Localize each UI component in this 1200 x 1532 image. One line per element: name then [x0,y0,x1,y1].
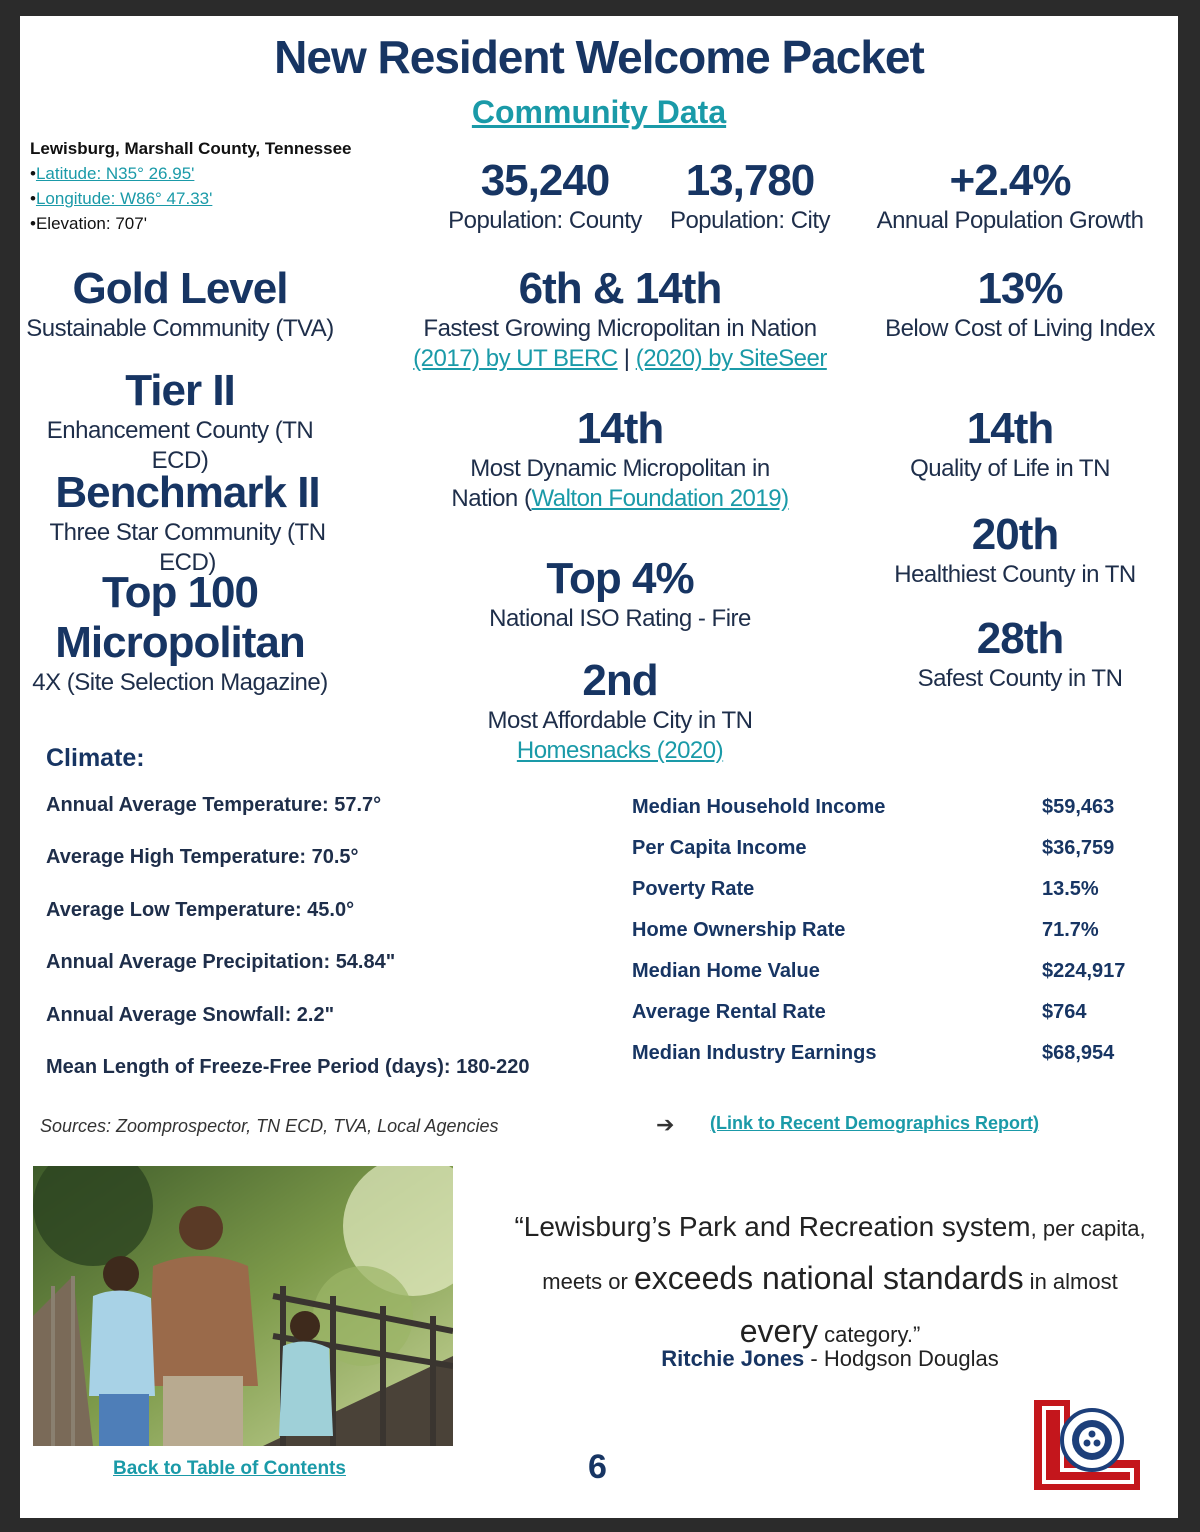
quote-part: exceeds national standards [633,1260,1024,1296]
stat-value: 35,240 [480,156,610,205]
stat-label: Sustainable Community (TVA) [26,315,334,342]
row-label: Home Ownership Rate [632,919,846,941]
stat-value: 13,780 [685,156,815,205]
table-row [632,878,1152,919]
row-value: $224,917 [1042,960,1126,982]
quote-author: Ritchie Jones [661,1346,805,1371]
stat-label: Fastest Growing Micropolitan in Nation [423,315,817,342]
section-subtitle-link[interactable]: Community Data [471,94,727,130]
sources-note: Sources: Zoomprospector, TN ECD, TVA, Local Agencies [40,1116,499,1136]
row-label: Median Home Value [632,960,820,982]
table-row [632,960,1152,1001]
photo-illustration [33,1166,453,1446]
stat-label: Population: County [448,207,642,234]
stat-population-county [440,156,650,236]
row-label: Median Household Income [632,796,886,818]
stat-fastest-growing [400,264,840,374]
homesnacks-link[interactable]: Homesnacks (2020) [516,737,724,764]
row-value: $59,463 [1042,796,1115,818]
stat-value: 2nd [582,656,658,705]
stat-quality-of-life [880,404,1140,484]
arrow-right-icon: ➔ [656,1112,675,1137]
quote-org: - Hodgson Douglas [804,1346,999,1371]
testimonial-quote [490,1204,1170,1361]
stat-value: 14th [966,404,1054,453]
stat-label: 4X (Site Selection Magazine) [32,669,328,696]
table-row [632,919,1152,960]
quote-part: Park and Recreation system [671,1211,1031,1242]
separator: | [617,345,636,372]
stat-label: Healthiest County in TN [894,561,1136,588]
stat-value: Tier II [125,366,235,415]
stat-label-line2 [400,484,840,514]
stat-label: Safest County in TN [917,665,1123,692]
stat-population-growth [870,156,1150,236]
stat-value: Gold Level [72,264,288,313]
page-number: 6 [588,1448,607,1486]
ut-berc-link[interactable]: (2017) by UT BERC [413,345,618,372]
row-value: $68,954 [1042,1042,1115,1064]
demographics-report-link[interactable]: (Link to Recent Demographics Report) [710,1113,1040,1133]
row-value: $764 [1042,1001,1087,1023]
stat-source [400,736,840,766]
stat-safest-county [880,614,1160,694]
row-label: Average Rental Rate [632,1001,826,1023]
stat-healthiest-county [880,510,1150,590]
stat-value: 14th [576,404,664,453]
row-label: Per Capita Income [632,837,807,859]
stat-label: Most Affordable City in TN [487,707,753,734]
row-label: Poverty Rate [632,878,755,900]
stat-sources [400,344,840,374]
stat-label: National ISO Rating - Fire [489,605,751,632]
table-row [632,1042,1152,1083]
climate-item: Annual Average Precipitation: 54.84" [46,951,396,974]
quote-part: every [739,1313,818,1349]
stat-benchmark [20,468,355,578]
page-title: New Resident Welcome Packet [274,31,924,83]
latitude-link[interactable]: Latitude: N35° 26.95' [35,164,195,183]
stat-iso-rating [400,554,840,634]
stat-value: 20th [971,510,1059,559]
climate-item: Annual Average Temperature: 57.7° [46,794,382,816]
table-row [632,837,1152,878]
stat-label: Three Star Community (TN ECD) [49,519,326,576]
stat-label-part: Nation ( [451,485,532,512]
elevation: Elevation: 707' [35,214,147,233]
quote-part: “Lewisburg’s [514,1211,672,1242]
stat-most-dynamic [400,404,840,514]
stat-cost-of-living [880,264,1160,344]
family-park-photo [33,1166,453,1446]
stat-label: Population: City [669,207,831,234]
stat-label: Enhancement County (TN ECD) [46,417,314,474]
table-row [632,796,1152,837]
row-value: 13.5% [1042,878,1099,900]
latitude-line: •Latitude: N35° 26.95' [30,164,195,183]
climate-list [46,794,529,1108]
lewisburg-logo-icon [1030,1398,1144,1492]
stat-value: 6th & 14th [518,264,722,313]
stat-label: Quality of Life in TN [910,455,1110,482]
location-place: Lewisburg, Marshall County, Tennessee [30,139,352,158]
stat-top-100 [20,568,340,698]
stat-tier [20,366,340,476]
siteseer-link[interactable]: (2020) by SiteSeer [635,345,827,372]
stat-value: Top 100 [101,568,258,617]
climate-item: Average Low Temperature: 45.0° [46,898,355,921]
row-value: 71.7% [1042,919,1099,941]
logo-graphic [1030,1398,1144,1492]
stat-value: 13% [977,264,1063,313]
longitude-line: •Longitude: W86° 47.33' [30,189,213,208]
quote-attribution [490,1346,1170,1372]
stat-value: Benchmark II [55,468,320,517]
stat-value: +2.4% [949,156,1071,205]
stat-most-affordable [400,656,840,766]
row-label: Median Industry Earnings [632,1042,877,1064]
stat-value-line2: Micropolitan [55,618,305,667]
quote-part: , per capita, [1030,1216,1146,1241]
walton-foundation-link[interactable]: Walton Foundation 2019) [531,485,789,512]
economic-table [632,796,1152,1083]
quote-part: category.” [817,1322,921,1347]
elevation-line: •Elevation: 707' [30,214,147,233]
row-value: $36,759 [1042,837,1115,859]
stat-label: Annual Population Growth [876,207,1144,234]
climate-item: Average High Temperature: 70.5° [46,846,359,869]
stat-value: 28th [976,614,1064,663]
climate-item: Mean Length of Freeze-Free Period (days): 180-220 [46,1055,530,1078]
stat-label: Most Dynamic Micropolitan in [470,455,770,482]
stat-gold-level [20,264,340,344]
table-row [632,1001,1152,1042]
stat-label: Below Cost of Living Index [885,315,1155,342]
climate-item: Annual Average Snowfall: 2.2" [46,1003,335,1026]
quote-part: meets or [542,1269,634,1294]
location-block [30,136,352,236]
back-to-contents-link[interactable]: Back to Table of Contents [113,1458,346,1479]
climate-heading: Climate: [46,744,145,772]
document-page [20,16,1178,1518]
stat-population-city [650,156,850,236]
stat-value: Top 4% [546,554,694,603]
quote-part: in almost [1023,1269,1118,1294]
longitude-link[interactable]: Longitude: W86° 47.33' [35,189,213,208]
